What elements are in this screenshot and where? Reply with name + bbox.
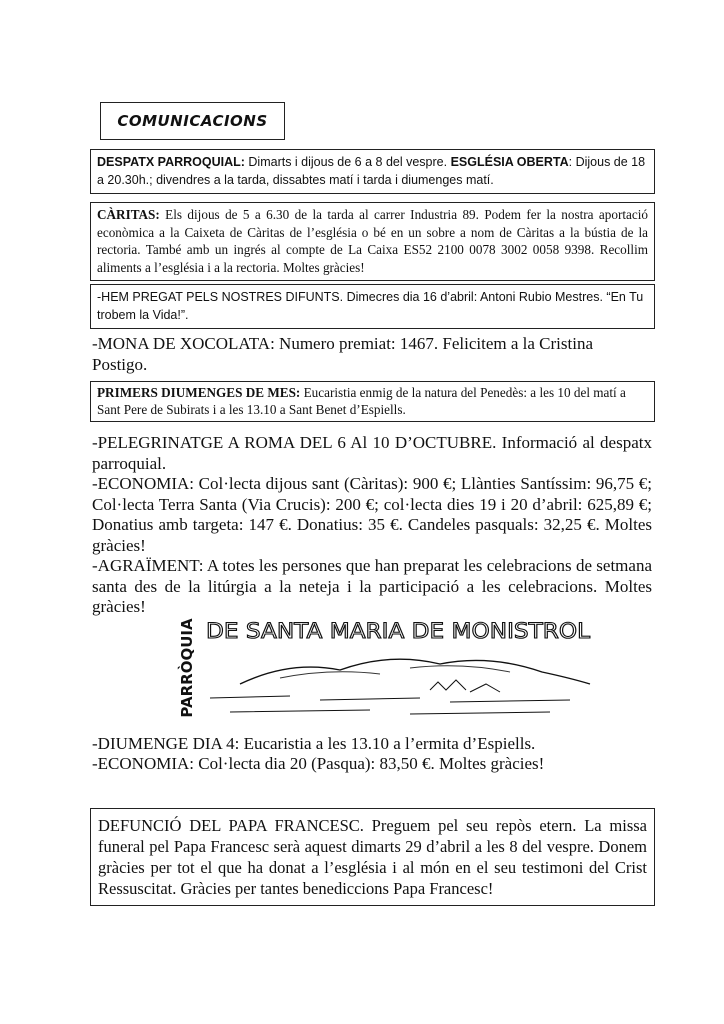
logo-vertical-text: PARRÒQUIA [178,618,196,718]
section-title-text: COMUNICACIONS [117,112,268,130]
landscape-lines [210,696,570,714]
caritas-label: CÀRITAS: [97,207,160,222]
pelegrinatge-text: -PELEGRINATGE A ROMA DEL 6 Al 10 D’OCTUBRE. Informació al despatx parroquial. [92,433,652,473]
papa-francesc-box [90,808,655,906]
diumenge-block [92,734,652,774]
section-title [100,102,285,140]
primers-diumenges-box [90,381,655,422]
primers-label: PRIMERS DIUMENGES DE MES: [97,385,301,400]
caritas-text: Els dijous de 5 a 6.30 de la tarda al carrer Industria 89. Podem fer la nostra aportació econòmica a la Caixeta de Càritas de l’església o bé en un sobre a nom de Càritas a la bústia de la rectoria. També amb un ingrés al compte de La Caixa ES52 2100 0078 3002 0058 9398. Recollim aliments a l’església i a la rectoria. Moltes gràcies! [97,207,648,275]
despatx-parroquial-box [90,149,655,194]
announcements-block [92,433,652,618]
difunts-text: -HEM PREGAT PELS NOSTRES DIFUNTS. Dimecres dia 16 d’abril: Antoni Rubio Mestres. “En Tu trobem la Vida!”. [97,290,644,322]
difunts-box [90,284,655,329]
primers-text: Eucaristia enmig de la natura del Penedès: a les 10 del matí a Sant Pere de Subirats i a les 13.10 a Sant Benet d’Espiells. [97,385,626,417]
parish-logo-drawing [170,612,600,724]
economia-text: -ECONOMIA: Col·lecta dijous sant (Càritas): 900 €; Llànties Santíssim: 96,75 €; Col·lecta Terra Santa (Via Crucis): 200 €; col·lecta dies 19 i 20 d’abril: 625,89 €; Donatius amb targeta: 147 €. Donatius: 35 €. Candeles pasquals: 32,25 €. Moltes gràcies! [92,474,652,555]
despatx-label: DESPATX PARROQUIAL: [97,155,245,169]
economia-pasqua-text: -ECONOMIA: Col·lecta dia 20 (Pasqua): 83,50 €. Moltes gràcies! [92,754,545,773]
agraiment-text: -AGRAÏMENT: A totes les persones que han preparat les celebracions de setmana santa des de la litúrgia a la neteja i la participació a les celebracions. Moltes gràcies! [92,556,652,616]
mona-text: -MONA DE XOCOLATA: Numero premiat: 1467. Felicitem a la Cristina Postigo. [92,334,594,374]
diumenge-text: -DIUMENGE DIA 4: Eucaristia a les 13.10 a l’ermita d’Espiells. [92,734,536,753]
mountain-ridge [240,659,590,684]
esglesia-oberta-hours: : Dijous de 18 a 20.30h.; divendres a la tarda, dissabtes matí i tarda i diumenges matí. [97,155,646,187]
mona-announcement [92,333,652,375]
despatx-hours: Dimarts i dijous de 6 a 8 del vespre. [244,155,451,169]
logo-horizontal-text: DE SANTA MARIA DE MONISTROL [206,619,591,643]
papa-francesc-text: DEFUNCIÓ DEL PAPA FRANCESC. Preguem pel seu repòs etern. La missa funeral pel Papa Francesc serà aquest dimarts 29 d’abril a les 8 del vespre. Donem gràcies per tot el que ha donat a l’església i al món en el seu testimoni del Crist Ressuscitat. Gràcies per tantes benediccions Papa Francesc! [98,816,647,898]
parish-logo [170,612,600,724]
village-houses [430,680,500,692]
caritas-box [90,202,655,281]
esglesia-oberta-label: ESGLÉSIA OBERTA [450,155,569,169]
